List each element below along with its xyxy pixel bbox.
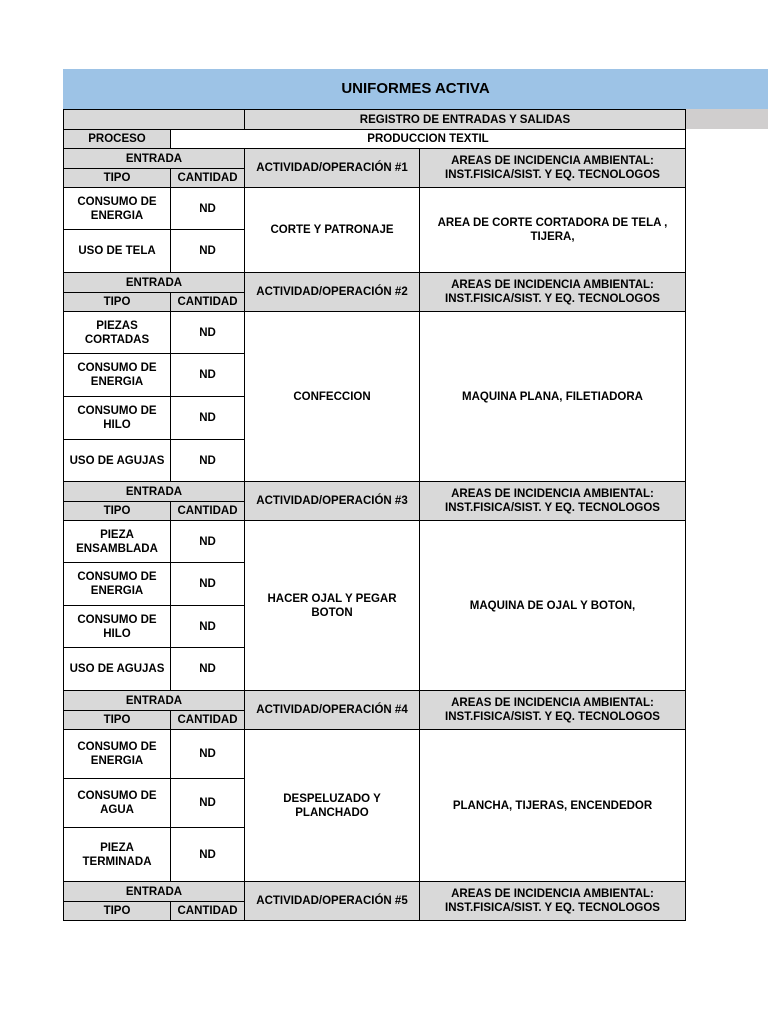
cantidad-cell: ND: [171, 521, 245, 563]
areas-header-line1: AREAS DE INCIDENCIA AMBIENTAL:: [451, 888, 654, 900]
cantidad-cell: ND: [171, 606, 245, 648]
area-cell: MAQUINA DE OJAL Y BOTON,: [420, 521, 686, 691]
tipo-cell: USO DE AGUJAS: [64, 440, 171, 482]
tipo-header: TIPO: [64, 293, 171, 312]
cantidad-cell: ND: [171, 563, 245, 606]
tipo-cell: CONSUMO DE HILO: [64, 397, 171, 440]
cantidad-header: CANTIDAD: [171, 502, 245, 521]
operation-cell: HACER OJAL Y PEGAR BOTON: [245, 521, 420, 691]
cantidad-header: CANTIDAD: [171, 902, 245, 921]
areas-header-line2: INST.FISICA/SIST. Y EQ. TECNOLOGOS: [445, 711, 660, 723]
entries-table: [63, 109, 686, 921]
page-title: UNIFORMES ACTIVA: [341, 80, 490, 97]
entrada-header: ENTRADA: [64, 482, 245, 502]
tipo-header: TIPO: [64, 169, 171, 188]
cantidad-header: CANTIDAD: [171, 711, 245, 730]
tipo-cell: USO DE TELA: [64, 230, 171, 273]
subtitle: REGISTRO DE ENTRADAS Y SALIDAS: [245, 110, 686, 130]
areas-header: [420, 882, 686, 921]
areas-header-line1: AREAS DE INCIDENCIA AMBIENTAL:: [451, 697, 654, 709]
cantidad-cell: ND: [171, 440, 245, 482]
tipo-cell: CONSUMO DE ENERGIA: [64, 188, 171, 230]
activity-header: ACTIVIDAD/OPERACIÓN #1: [245, 149, 420, 188]
subtitle-spacer: [64, 110, 245, 130]
tipo-cell: CONSUMO DE ENERGIA: [64, 354, 171, 397]
cantidad-cell: ND: [171, 828, 245, 882]
activity-header: ACTIVIDAD/OPERACIÓN #5: [245, 882, 420, 921]
areas-header: [420, 482, 686, 521]
areas-header-line2: INST.FISICA/SIST. Y EQ. TECNOLOGOS: [445, 502, 660, 514]
areas-header: [420, 149, 686, 188]
entrada-header: ENTRADA: [64, 149, 245, 169]
areas-header-line2: INST.FISICA/SIST. Y EQ. TECNOLOGOS: [445, 902, 660, 914]
entrada-header: ENTRADA: [64, 691, 245, 711]
tipo-header: TIPO: [64, 502, 171, 521]
activity-header: ACTIVIDAD/OPERACIÓN #3: [245, 482, 420, 521]
area-cell: MAQUINA PLANA, FILETIADORA: [420, 312, 686, 482]
process-label: PROCESO: [64, 130, 171, 149]
cantidad-cell: ND: [171, 188, 245, 230]
cantidad-header: CANTIDAD: [171, 169, 245, 188]
title-banner: [63, 69, 768, 109]
areas-header-line2: INST.FISICA/SIST. Y EQ. TECNOLOGOS: [445, 169, 660, 181]
process-value: PRODUCCION TEXTIL: [171, 130, 686, 149]
tipo-header: TIPO: [64, 902, 171, 921]
cantidad-cell: ND: [171, 779, 245, 828]
areas-header-line2: INST.FISICA/SIST. Y EQ. TECNOLOGOS: [445, 293, 660, 305]
cantidad-cell: ND: [171, 730, 245, 779]
activity-header: ACTIVIDAD/OPERACIÓN #2: [245, 273, 420, 312]
areas-header-line1: AREAS DE INCIDENCIA AMBIENTAL:: [451, 488, 654, 500]
cantidad-header: CANTIDAD: [171, 293, 245, 312]
area-cell: AREA DE CORTE CORTADORA DE TELA , TIJERA,: [420, 188, 686, 273]
cantidad-cell: ND: [171, 312, 245, 354]
cantidad-cell: ND: [171, 648, 245, 691]
operation-cell: CORTE Y PATRONAJE: [245, 188, 420, 273]
activity-header: ACTIVIDAD/OPERACIÓN #4: [245, 691, 420, 730]
areas-header-line1: AREAS DE INCIDENCIA AMBIENTAL:: [451, 155, 654, 167]
tipo-cell: CONSUMO DE HILO: [64, 606, 171, 648]
tipo-cell: CONSUMO DE AGUA: [64, 779, 171, 828]
tipo-cell: PIEZA ENSAMBLADA: [64, 521, 171, 563]
tipo-cell: CONSUMO DE ENERGIA: [64, 730, 171, 779]
entrada-header: ENTRADA: [64, 273, 245, 293]
operation-cell: CONFECCION: [245, 312, 420, 482]
tipo-cell: PIEZA TERMINADA: [64, 828, 171, 882]
tipo-header: TIPO: [64, 711, 171, 730]
operation-cell: DESPELUZADO Y PLANCHADO: [245, 730, 420, 882]
areas-header-line1: AREAS DE INCIDENCIA AMBIENTAL:: [451, 279, 654, 291]
areas-header: [420, 691, 686, 730]
cantidad-cell: ND: [171, 397, 245, 440]
tipo-cell: USO DE AGUJAS: [64, 648, 171, 691]
tipo-cell: CONSUMO DE ENERGIA: [64, 563, 171, 606]
area-cell: PLANCHA, TIJERAS, ENCENDEDOR: [420, 730, 686, 882]
areas-header: [420, 273, 686, 312]
tipo-cell: PIEZAS CORTADAS: [64, 312, 171, 354]
subtitle-bar-extension: [685, 109, 768, 129]
entrada-header: ENTRADA: [64, 882, 245, 902]
cantidad-cell: ND: [171, 230, 245, 273]
cantidad-cell: ND: [171, 354, 245, 397]
